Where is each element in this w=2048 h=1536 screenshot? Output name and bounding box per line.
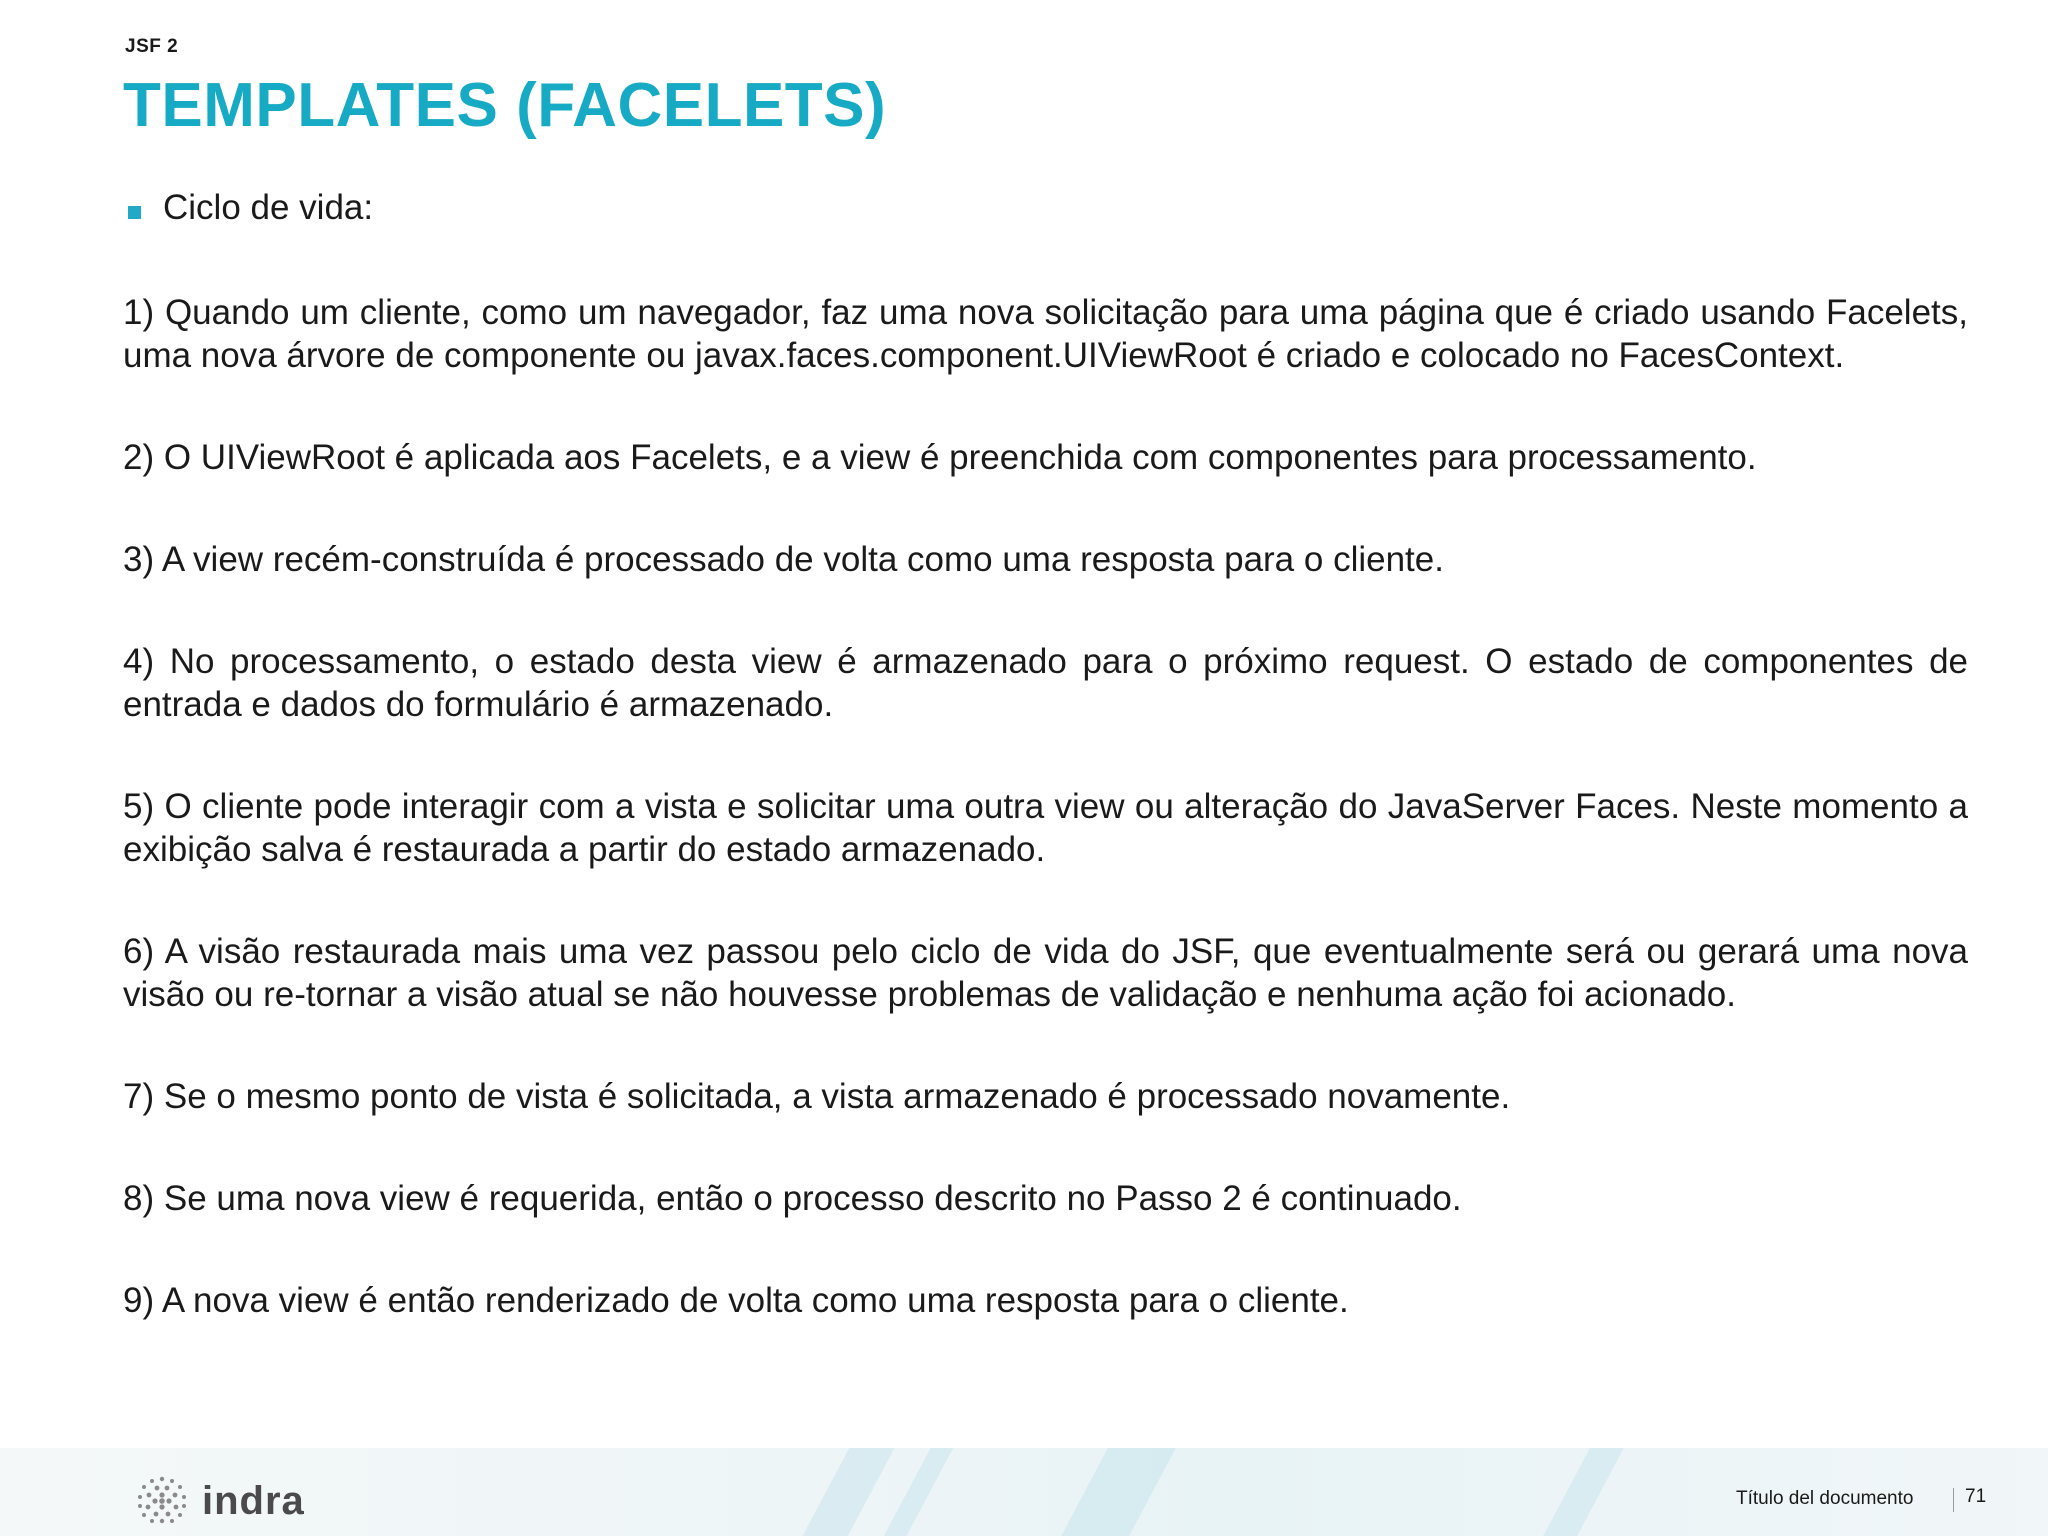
decorative-streak — [1037, 1448, 1184, 1536]
step-paragraph: 1) Quando um cliente, como um navegador, faz uma nova solicitação para uma página que é criado usando Facelets, uma nova árvore de componente ou javax.faces.component.UIViewRoot é criado e colocado no FacesContext. — [123, 293, 1968, 375]
step-paragraph: 7) Se o mesmo ponto de vista é solicitada, a vista armazenado é processado novamente. — [123, 1077, 1511, 1116]
step-paragraph: 9) A nova view é então renderizado de volta como uma resposta para o cliente. — [123, 1281, 1349, 1320]
document-title: Título del documento — [1736, 1488, 1914, 1509]
lifecycle-steps — [123, 291, 1968, 1381]
bullet-item — [128, 188, 373, 228]
step-paragraph: 6) A visão restaurada mais uma vez passou pelo ciclo de vida do JSF, que eventualmente será ou gerará uma nova visão ou re-tornar a visão atual se não houvesse problemas de validação e nenhuma ação foi acionado. — [123, 932, 1968, 1014]
logo-wordmark: indra — [202, 1478, 305, 1523]
decorative-streak — [775, 1448, 904, 1536]
decorative-streak — [1515, 1448, 1635, 1536]
footer-divider — [1953, 1488, 1954, 1512]
slide-title: TEMPLATES (FACELETS) — [123, 71, 887, 140]
bullet-text: Ciclo de vida: — [163, 188, 374, 227]
logo-dots-icon — [134, 1473, 190, 1529]
indra-logo — [134, 1473, 305, 1529]
step-paragraph: 4) No processamento, o estado desta view é armazenado para o próximo request. O estado de componentes de entrada e dados do formulário é armazenado. — [123, 642, 1968, 724]
section-kicker: JSF 2 — [125, 36, 179, 57]
square-bullet-icon — [128, 206, 141, 219]
step-paragraph: 2) O UIViewRoot é aplicada aos Facelets, e a view é preenchida com componentes para processamento. — [123, 438, 1757, 477]
step-paragraph: 5) O cliente pode interagir com a vista e solicitar uma outra view ou alteração do JavaServer Faces. Neste momento a exibição salva é restaurada a partir do estado armazenado. — [123, 787, 1968, 869]
page-number: 71 — [1965, 1486, 1987, 1507]
step-paragraph: 3) A view recém-construída é processado de volta como uma resposta para o cliente. — [123, 540, 1444, 579]
step-paragraph: 8) Se uma nova view é requerida, então o processo descrito no Passo 2 é continuado. — [123, 1179, 1462, 1218]
